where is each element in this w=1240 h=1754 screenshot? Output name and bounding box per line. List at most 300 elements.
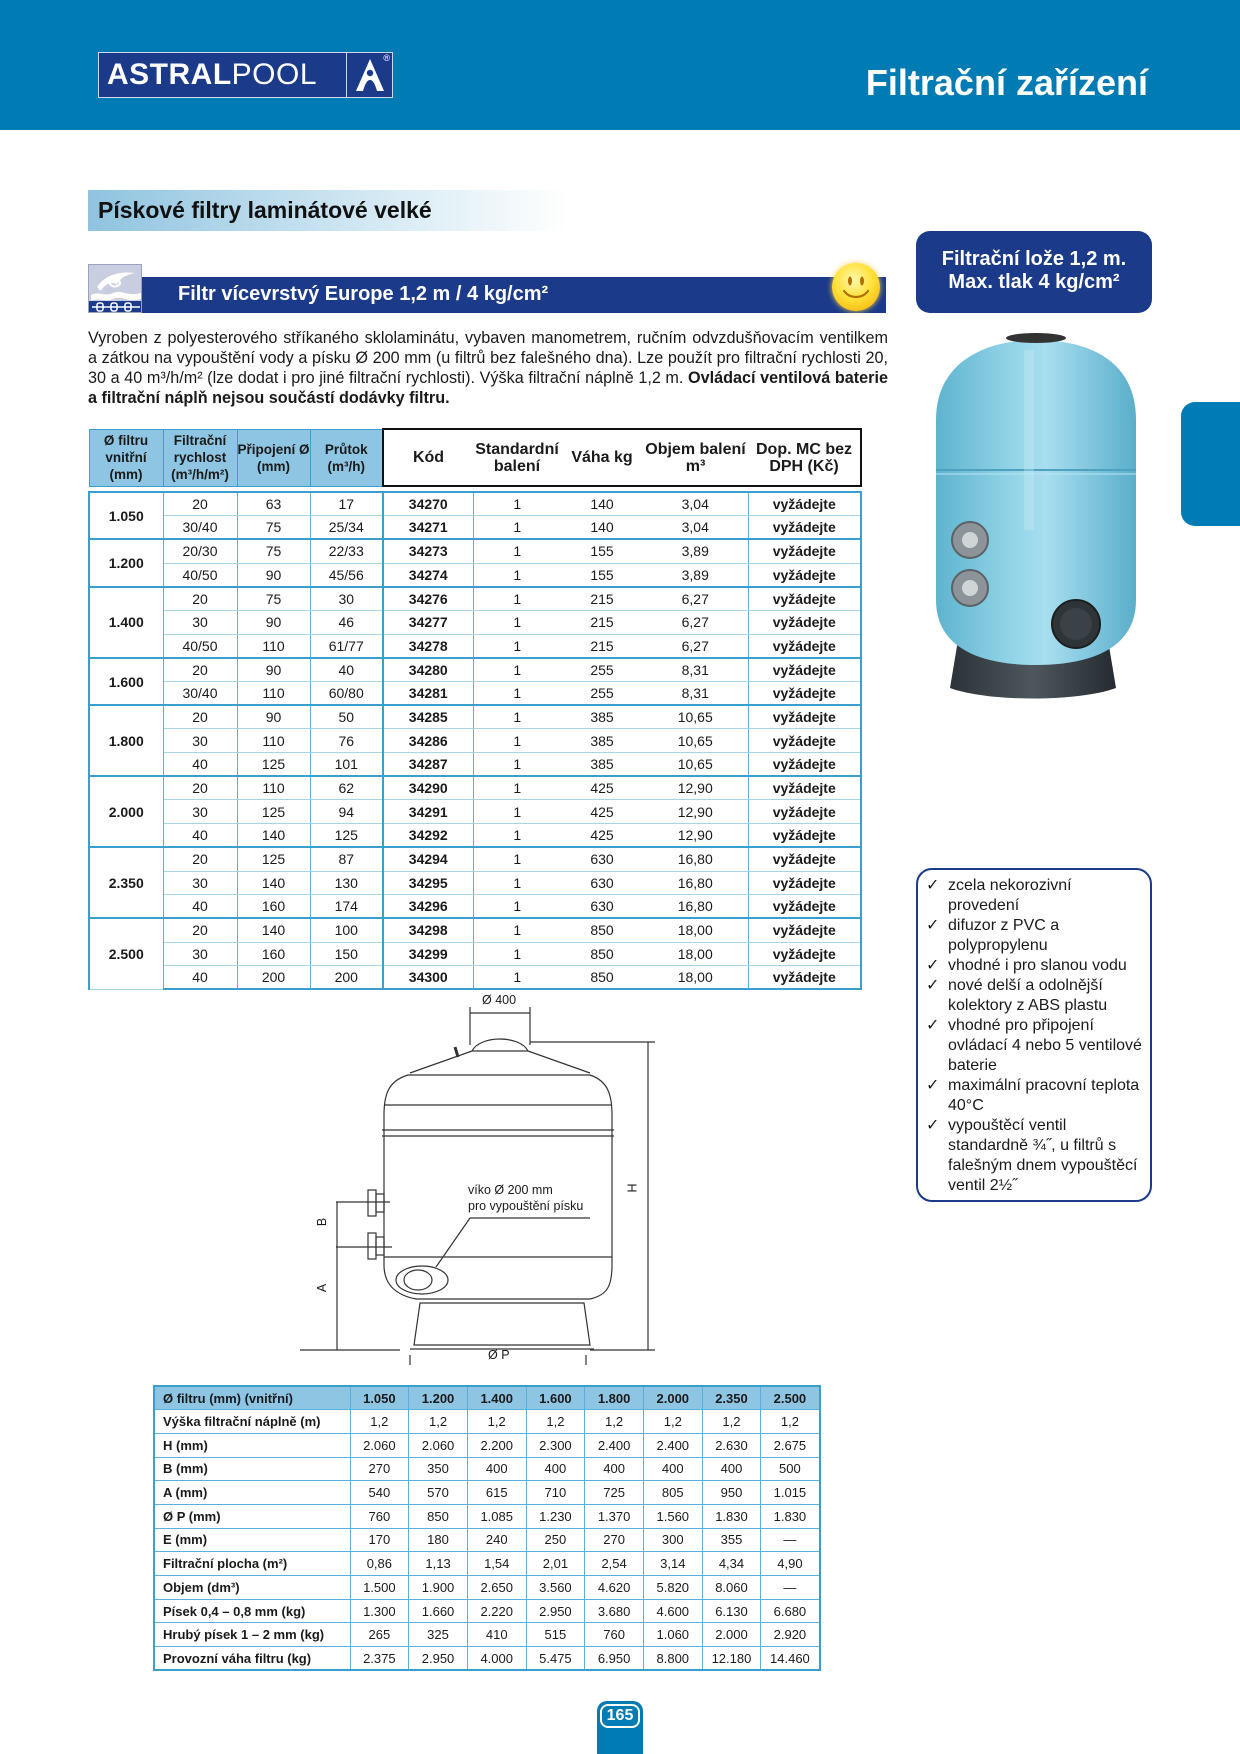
- pack-cell: 1: [473, 847, 561, 871]
- weight-cell: 425: [561, 800, 643, 824]
- weight-cell: 385: [561, 729, 643, 753]
- spec-value: 1.015: [761, 1481, 820, 1505]
- table-row: [89, 682, 861, 706]
- pack-cell: 1: [473, 895, 561, 919]
- rate-cell: 20: [163, 776, 237, 800]
- spec-value: 270: [350, 1457, 409, 1481]
- connection-cell: 90: [237, 610, 310, 634]
- code-cell: 34286: [383, 729, 473, 753]
- price-cell: vyžádejte: [748, 705, 861, 729]
- volume-cell: 3,89: [643, 563, 748, 587]
- spec-value: 410: [467, 1623, 526, 1647]
- diameter-cell: 2.350: [89, 847, 163, 918]
- pack-cell: 1: [473, 800, 561, 824]
- pack-cell: 1: [473, 753, 561, 777]
- smiley-icon: [832, 263, 880, 311]
- connection-cell: 160: [237, 942, 310, 966]
- table-row: [89, 705, 861, 729]
- spec-value: 1,2: [761, 1410, 820, 1434]
- spec-value: 2.950: [409, 1647, 468, 1671]
- volume-cell: 6,27: [643, 587, 748, 611]
- col-header-flow: Průtok (m³/h): [310, 429, 383, 486]
- volume-cell: 6,27: [643, 610, 748, 634]
- astralpool-logo: [98, 52, 393, 98]
- diameter-cell: 2.000: [89, 776, 163, 847]
- diameter-cell: 1.800: [89, 705, 163, 776]
- volume-cell: 16,80: [643, 895, 748, 919]
- price-cell: vyžádejte: [748, 492, 861, 516]
- rate-cell: 30: [163, 610, 237, 634]
- volume-cell: 12,90: [643, 776, 748, 800]
- chapter-side-tab: [1181, 402, 1240, 526]
- price-cell: vyžádejte: [748, 634, 861, 658]
- spec-value: 6.680: [761, 1599, 820, 1623]
- code-cell: 34273: [383, 539, 473, 563]
- product-title-bar: [88, 277, 886, 313]
- spec-value: 1,2: [526, 1410, 585, 1434]
- spec-value: 805: [643, 1481, 702, 1505]
- spec-value: 1,54: [467, 1552, 526, 1576]
- flow-cell: 45/56: [310, 563, 383, 587]
- spec-row: [154, 1623, 820, 1647]
- spec-value: 2.630: [702, 1433, 761, 1457]
- filter-dimension-diagram: [300, 985, 660, 1365]
- pack-cell: 1: [473, 587, 561, 611]
- volume-cell: 10,65: [643, 753, 748, 777]
- code-cell: 34300: [383, 966, 473, 990]
- product-title: Filtr vícevrstvý Europe 1,2 m / 4 kg/cm²: [178, 283, 549, 305]
- code-cell: 34274: [383, 563, 473, 587]
- spec-value: 2.950: [526, 1599, 585, 1623]
- connection-cell: 125: [237, 847, 310, 871]
- spec-value: 1.830: [702, 1504, 761, 1528]
- flow-cell: 94: [310, 800, 383, 824]
- flow-cell: 150: [310, 942, 383, 966]
- spec-value: 12.180: [702, 1647, 761, 1671]
- code-cell: 34285: [383, 705, 473, 729]
- spec-value: 2.375: [350, 1647, 409, 1671]
- col-header-connection: Připojení Ø (mm): [237, 429, 310, 486]
- rate-cell: 40/50: [163, 563, 237, 587]
- price-cell: vyžádejte: [748, 753, 861, 777]
- spec-value: 570: [409, 1481, 468, 1505]
- spec-value: 1.085: [467, 1504, 526, 1528]
- rate-cell: 20/30: [163, 539, 237, 563]
- price-cell: vyžádejte: [748, 729, 861, 753]
- spec-row: [154, 1552, 820, 1576]
- code-cell: 34291: [383, 800, 473, 824]
- spec-value: 2.300: [526, 1433, 585, 1457]
- spec-value: 4.620: [585, 1576, 644, 1600]
- volume-cell: 3,04: [643, 492, 748, 516]
- flow-cell: 200: [310, 966, 383, 990]
- weight-cell: 850: [561, 918, 643, 942]
- checkmark-icon: ✓: [926, 1017, 940, 1034]
- diameter-cell: 2.500: [89, 918, 163, 989]
- spec-value: 8.060: [702, 1576, 761, 1600]
- weight-cell: 425: [561, 776, 643, 800]
- rate-cell: 30/40: [163, 682, 237, 706]
- weight-cell: 215: [561, 634, 643, 658]
- feature-item: [926, 1016, 1144, 1076]
- spec-value: 615: [467, 1481, 526, 1505]
- spec-value: 265: [350, 1623, 409, 1647]
- spec-value: —: [761, 1528, 820, 1552]
- diameter-cell: 1.600: [89, 658, 163, 705]
- price-cell: vyžádejte: [748, 942, 861, 966]
- page-title: Filtrační zařízení: [865, 62, 1148, 103]
- spec-row-label: H (mm): [154, 1433, 350, 1457]
- pack-cell: 1: [473, 516, 561, 540]
- weight-cell: 425: [561, 824, 643, 848]
- volume-cell: 6,27: [643, 634, 748, 658]
- flow-cell: 40: [310, 658, 383, 682]
- code-cell: 34287: [383, 753, 473, 777]
- table-row: [89, 492, 861, 516]
- spec-value: 1,2: [702, 1410, 761, 1434]
- spec-value: 1.660: [409, 1599, 468, 1623]
- weight-cell: 255: [561, 682, 643, 706]
- feature-item: [926, 956, 1144, 976]
- table-row: [89, 563, 861, 587]
- price-cell: vyžádejte: [748, 966, 861, 990]
- checkmark-icon: ✓: [926, 917, 940, 934]
- flow-cell: 100: [310, 918, 383, 942]
- spec-row: [154, 1504, 820, 1528]
- code-cell: 34278: [383, 634, 473, 658]
- spec-col-header: 1.400: [467, 1386, 526, 1410]
- table-row: [89, 824, 861, 848]
- spec-value: 1.060: [643, 1623, 702, 1647]
- connection-cell: 140: [237, 824, 310, 848]
- connection-cell: 110: [237, 729, 310, 753]
- spec-value: 6.130: [702, 1599, 761, 1623]
- diameter-cell: 1.050: [89, 492, 163, 539]
- feature-item: [926, 916, 1144, 956]
- pack-cell: 1: [473, 492, 561, 516]
- rate-cell: 40: [163, 966, 237, 990]
- spec-col-header: 1.800: [585, 1386, 644, 1410]
- rate-cell: 30: [163, 942, 237, 966]
- checkmark-icon: ✓: [926, 877, 940, 894]
- rate-cell: 20: [163, 658, 237, 682]
- table-row: [89, 753, 861, 777]
- rate-cell: 40/50: [163, 634, 237, 658]
- pack-cell: 1: [473, 705, 561, 729]
- spec-value: 400: [467, 1457, 526, 1481]
- feature-text: vhodné pro připojení ovládací 4 nebo 5 ventilové baterie: [948, 1017, 1142, 1074]
- spec-value: 4.600: [643, 1599, 702, 1623]
- pack-cell: 1: [473, 682, 561, 706]
- spec-header-label: Ø filtru (mm) (vnitřní): [154, 1386, 350, 1410]
- volume-cell: 3,04: [643, 516, 748, 540]
- rate-cell: 20: [163, 918, 237, 942]
- code-cell: 34294: [383, 847, 473, 871]
- spec-row-label: Ø P (mm): [154, 1504, 350, 1528]
- volume-cell: 18,00: [643, 966, 748, 990]
- connection-cell: 90: [237, 705, 310, 729]
- spec-row: [154, 1410, 820, 1434]
- table-row: [89, 658, 861, 682]
- description-note: Ovládací ventilová baterie a filtrační náplň nejsou součástí dodávky filtru.: [88, 369, 888, 407]
- spec-value: 240: [467, 1528, 526, 1552]
- spec-row-label: E (mm): [154, 1528, 350, 1552]
- weight-cell: 630: [561, 847, 643, 871]
- swimmer-icon: [88, 264, 142, 313]
- spec-value: 1.830: [761, 1504, 820, 1528]
- spec-value: 400: [643, 1457, 702, 1481]
- weight-cell: 630: [561, 871, 643, 895]
- weight-cell: 215: [561, 610, 643, 634]
- spec-row: [154, 1433, 820, 1457]
- flow-cell: 101: [310, 753, 383, 777]
- spec-value: 2.400: [585, 1433, 644, 1457]
- spec-row-label: Hrubý písek 1 – 2 mm (kg): [154, 1623, 350, 1647]
- spec-row-label: Písek 0,4 – 0,8 mm (kg): [154, 1599, 350, 1623]
- spec-value: 400: [585, 1457, 644, 1481]
- weight-cell: 850: [561, 966, 643, 990]
- spec-value: 4,34: [702, 1552, 761, 1576]
- volume-cell: 16,80: [643, 871, 748, 895]
- connection-cell: 200: [237, 966, 310, 990]
- spec-value: 2.060: [350, 1433, 409, 1457]
- spec-value: 2.000: [702, 1623, 761, 1647]
- pack-cell: 1: [473, 658, 561, 682]
- price-cell: vyžádejte: [748, 658, 861, 682]
- page-number: 165: [600, 1704, 640, 1728]
- diameter-cell: 1.400: [89, 587, 163, 658]
- weight-cell: 850: [561, 942, 643, 966]
- code-cell: 34295: [383, 871, 473, 895]
- pack-cell: 1: [473, 563, 561, 587]
- spec-row: [154, 1576, 820, 1600]
- volume-cell: 10,65: [643, 729, 748, 753]
- flow-cell: 25/34: [310, 516, 383, 540]
- checkmark-icon: ✓: [926, 1117, 940, 1134]
- table-row: [89, 729, 861, 753]
- spec-value: 2,01: [526, 1552, 585, 1576]
- pack-cell: 1: [473, 729, 561, 753]
- pack-cell: 1: [473, 776, 561, 800]
- spec-row-label: Objem (dm³): [154, 1576, 350, 1600]
- connection-cell: 75: [237, 587, 310, 611]
- spec-value: 4,90: [761, 1552, 820, 1576]
- col-header-filtration-rate: Filtrační rychlost (m³/h/m²): [163, 429, 237, 486]
- code-cell: 34296: [383, 895, 473, 919]
- col-header-code: Kód: [383, 429, 473, 486]
- pack-cell: 1: [473, 966, 561, 990]
- spec-value: 950: [702, 1481, 761, 1505]
- rate-cell: 40: [163, 824, 237, 848]
- spec-value: 1,2: [350, 1410, 409, 1434]
- spec-value: 350: [409, 1457, 468, 1481]
- features-list: [916, 868, 1152, 1202]
- dim-b-label: B: [315, 1217, 330, 1227]
- spec-value: 2.200: [467, 1433, 526, 1457]
- spec-value: 400: [526, 1457, 585, 1481]
- table-row: [89, 516, 861, 540]
- spec-row-label: Provozní váha filtru (kg): [154, 1647, 350, 1671]
- description-text: Vyroben z polyesterového stříkaného sklolaminátu, vybaven manometrem, ručním odvzdušňovacím ventilkem a zátkou na vypouštění vody a písku Ø 200 mm (u filtrů bez falešného dna). Lze použít pro filtrační rychlosti 20, 30 a 40 m³/h/m² (lze dodat i pro jiné filtrační rychlosti). Výška filtrační náplně 1,2 m.: [88, 329, 888, 387]
- spec-value: 2.400: [643, 1433, 702, 1457]
- feature-text: maximální pracovní teplota 40°C: [948, 1077, 1140, 1114]
- spec-value: 1.230: [526, 1504, 585, 1528]
- feature-text: zcela nekorozivní provedení: [948, 877, 1072, 914]
- flow-cell: 50: [310, 705, 383, 729]
- pack-cell: 1: [473, 942, 561, 966]
- price-cell: vyžádejte: [748, 587, 861, 611]
- spec-col-header: 2.350: [702, 1386, 761, 1410]
- feature-text: vypouštěcí ventil standardně ¾˝, u filtrů s falešným dnem vypouštěcí ventil 2½˝: [948, 1117, 1138, 1194]
- connection-cell: 160: [237, 895, 310, 919]
- spec-row: [154, 1647, 820, 1671]
- checkmark-icon: ✓: [926, 977, 940, 994]
- connection-cell: 140: [237, 918, 310, 942]
- flow-cell: 174: [310, 895, 383, 919]
- volume-cell: 12,90: [643, 800, 748, 824]
- product-description: [88, 328, 888, 408]
- col-header-std-pack: Standardní balení: [473, 429, 561, 486]
- connection-cell: 75: [237, 539, 310, 563]
- price-cell: vyžádejte: [748, 824, 861, 848]
- spec-value: 3.680: [585, 1599, 644, 1623]
- volume-cell: 8,31: [643, 682, 748, 706]
- spec-value: 0,86: [350, 1552, 409, 1576]
- spec-row: [154, 1528, 820, 1552]
- price-cell: vyžádejte: [748, 776, 861, 800]
- spec-value: 300: [643, 1528, 702, 1552]
- code-cell: 34290: [383, 776, 473, 800]
- flow-cell: 87: [310, 847, 383, 871]
- rate-cell: 20: [163, 492, 237, 516]
- spec-value: 8.800: [643, 1647, 702, 1671]
- spec-value: 1,2: [643, 1410, 702, 1434]
- code-cell: 34281: [383, 682, 473, 706]
- volume-cell: 3,89: [643, 539, 748, 563]
- dim-height-label: H: [625, 1183, 640, 1193]
- checkmark-icon: ✓: [926, 957, 940, 974]
- connection-cell: 110: [237, 682, 310, 706]
- price-cell: vyžádejte: [748, 610, 861, 634]
- rate-cell: 30/40: [163, 516, 237, 540]
- table-row: [89, 776, 861, 800]
- weight-cell: 155: [561, 563, 643, 587]
- table-row: [89, 610, 861, 634]
- spec-value: 5.820: [643, 1576, 702, 1600]
- weight-cell: 140: [561, 492, 643, 516]
- weight-cell: 215: [561, 587, 643, 611]
- flow-cell: 61/77: [310, 634, 383, 658]
- table-row: [89, 539, 861, 563]
- code-cell: 34277: [383, 610, 473, 634]
- spec-value: 6.950: [585, 1647, 644, 1671]
- feature-text: nové delší a odolnější kolektory z ABS plastu: [948, 977, 1108, 1014]
- spec-row-label: A (mm): [154, 1481, 350, 1505]
- spec-row: [154, 1457, 820, 1481]
- weight-cell: 385: [561, 753, 643, 777]
- spec-value: 325: [409, 1623, 468, 1647]
- dim-a-label: A: [315, 1283, 330, 1293]
- price-cell: vyžádejte: [748, 871, 861, 895]
- filter-product-photo: [928, 330, 1148, 700]
- flow-cell: 22/33: [310, 539, 383, 563]
- feature-text: difuzor z PVC a polypropylenu: [948, 917, 1060, 954]
- spec-value: 2,54: [585, 1552, 644, 1576]
- flow-cell: 130: [310, 871, 383, 895]
- rate-cell: 30: [163, 729, 237, 753]
- rate-cell: 20: [163, 847, 237, 871]
- feature-item: [926, 1076, 1144, 1116]
- spec-value: 1.370: [585, 1504, 644, 1528]
- product-code-table: [88, 428, 862, 990]
- pack-cell: 1: [473, 610, 561, 634]
- spec-value: 1,13: [409, 1552, 468, 1576]
- connection-cell: 75: [237, 516, 310, 540]
- spec-col-header: 1.600: [526, 1386, 585, 1410]
- spec-value: 500: [761, 1457, 820, 1481]
- spec-value: 5.475: [526, 1647, 585, 1671]
- dimension-spec-table: [153, 1385, 821, 1671]
- table-row: [89, 634, 861, 658]
- spec-col-header: 1.200: [409, 1386, 468, 1410]
- drain-lid-note-2: pro vypouštění písku: [468, 1199, 584, 1213]
- spec-value: 2.220: [467, 1599, 526, 1623]
- code-cell: 34280: [383, 658, 473, 682]
- code-cell: 34270: [383, 492, 473, 516]
- code-cell: 34271: [383, 516, 473, 540]
- price-cell: vyžádejte: [748, 563, 861, 587]
- connection-cell: 110: [237, 634, 310, 658]
- spec-value: —: [761, 1576, 820, 1600]
- spec-value: 2.060: [409, 1433, 468, 1457]
- price-cell: vyžádejte: [748, 847, 861, 871]
- pack-cell: 1: [473, 539, 561, 563]
- weight-cell: 255: [561, 658, 643, 682]
- table-row: [89, 871, 861, 895]
- badge-line-2: Max. tlak 4 kg/cm²: [948, 271, 1120, 293]
- weight-cell: 155: [561, 539, 643, 563]
- spec-col-header: 1.050: [350, 1386, 409, 1410]
- spec-value: 250: [526, 1528, 585, 1552]
- table-row: [89, 587, 861, 611]
- spec-value: 1,2: [409, 1410, 468, 1434]
- spec-col-header: 2.500: [761, 1386, 820, 1410]
- flow-cell: 76: [310, 729, 383, 753]
- spec-value: 3,14: [643, 1552, 702, 1576]
- volume-cell: 12,90: [643, 824, 748, 848]
- section-title: Pískové filtry laminátové velké: [88, 190, 568, 231]
- spec-row: [154, 1481, 820, 1505]
- spec-value: 760: [585, 1623, 644, 1647]
- spec-value: 1.560: [643, 1504, 702, 1528]
- spec-row: [154, 1599, 820, 1623]
- rate-cell: 40: [163, 753, 237, 777]
- spec-value: 1.500: [350, 1576, 409, 1600]
- rate-cell: 30: [163, 800, 237, 824]
- spec-value: 760: [350, 1504, 409, 1528]
- connection-cell: 125: [237, 753, 310, 777]
- connection-cell: 90: [237, 563, 310, 587]
- pack-cell: 1: [473, 634, 561, 658]
- weight-cell: 140: [561, 516, 643, 540]
- spec-value: 2.675: [761, 1433, 820, 1457]
- spec-value: 540: [350, 1481, 409, 1505]
- spec-value: 1,2: [467, 1410, 526, 1434]
- table-row: [89, 942, 861, 966]
- connection-cell: 140: [237, 871, 310, 895]
- logo-a-icon: ®: [346, 53, 392, 97]
- col-header-pack-volume: Objem balení m³: [643, 429, 748, 486]
